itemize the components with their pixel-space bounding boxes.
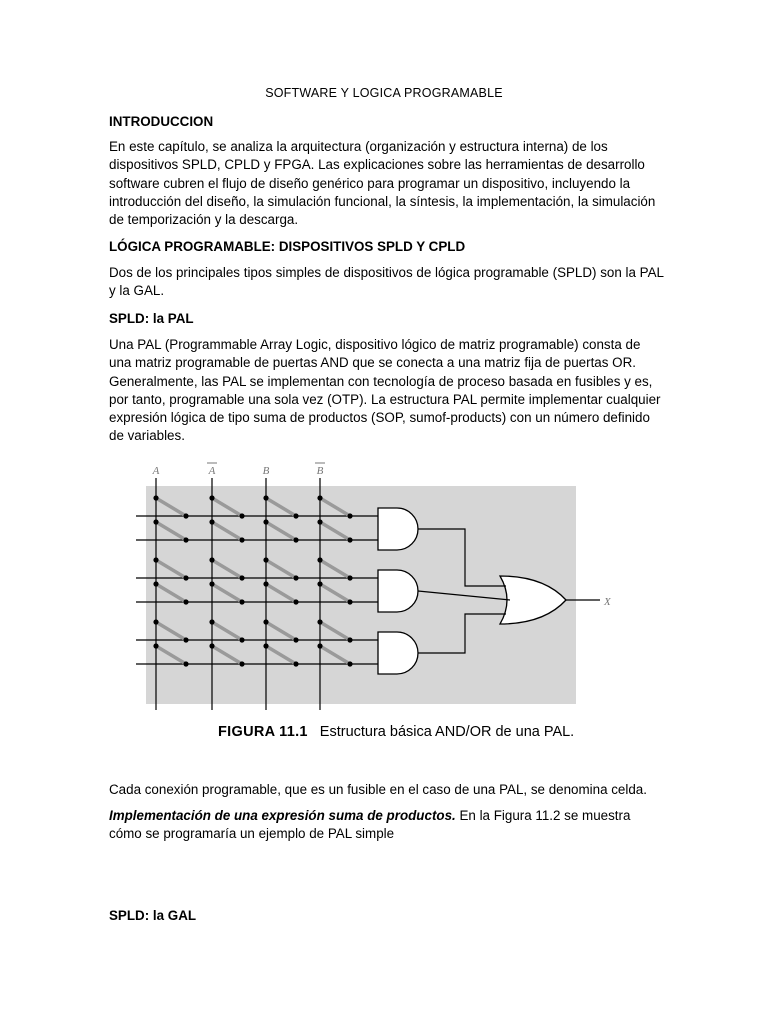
paragraph-pal: Una PAL (Programmable Array Logic, dispositivo lógico de matriz programable) consta de una matriz programable de puertas AND que se conecta a una matriz fija de puertas OR. Generalmente, las PAL se implementan con tecnología de proceso basada en fusibles y es, por tanto, programable una sola vez (OTP). La estructura PAL permite implementar cualquier expresión lógica de tipo suma de productos (SOP, sumof-products) con un número definido de variables.: [109, 337, 661, 444]
fuse-dot-input: [153, 643, 158, 648]
implementacion-heading-italic: Implementación de una expresión suma de productos.: [109, 808, 456, 823]
fuse-dot-product: [347, 537, 352, 542]
input-label-a-not: A: [208, 465, 216, 477]
fuse-dot-product: [239, 637, 244, 642]
fuse-dot-product: [239, 513, 244, 518]
heading-introduccion: INTRODUCCION: [109, 114, 214, 129]
fuse-dot-product: [183, 513, 188, 518]
figure-caption: [218, 724, 574, 740]
fuse-dot-product: [239, 537, 244, 542]
fuse-dot-input: [263, 619, 268, 624]
fuse-dot-input: [263, 643, 268, 648]
fuse-dot-input: [209, 519, 214, 524]
fuse-dot-product: [239, 599, 244, 604]
and-gate-1: [378, 508, 418, 550]
document-title: SOFTWARE Y LOGICA PROGRAMABLE: [265, 86, 503, 100]
fuse-dot-product: [347, 513, 352, 518]
heading-spld-gal: SPLD: la GAL: [109, 908, 197, 923]
and-gate-3: [378, 632, 418, 674]
fuse-dot-input: [209, 581, 214, 586]
fuse-dot-input: [209, 495, 214, 500]
figure-number: FIGURA 11.1: [218, 724, 308, 740]
output-label-x: X: [604, 596, 611, 608]
paragraph-implementacion: [109, 807, 665, 844]
implementacion-text: En la Figura 11.2 se muestra cómo se programaría un ejemplo de PAL simple: [109, 808, 631, 842]
fuse-dot-input: [153, 495, 158, 500]
fuse-dot-product: [293, 575, 298, 580]
input-label-a: A: [152, 465, 160, 477]
fuse-dot-product: [183, 575, 188, 580]
fuse-dot-input: [153, 557, 158, 562]
fuse-dot-product: [293, 637, 298, 642]
fuse-dot-input: [209, 643, 214, 648]
fuse-dot-product: [183, 537, 188, 542]
fuse-dot-input: [317, 581, 322, 586]
fuse-dot-input: [153, 581, 158, 586]
fuse-dot-input: [263, 557, 268, 562]
pal-diagram: [130, 458, 620, 718]
input-label-b: B: [262, 465, 270, 477]
paragraph-celda: Cada conexión programable, que es un fusible en el caso de una PAL, se denomina celda.: [109, 782, 647, 797]
fuse-dot-product: [239, 575, 244, 580]
fuse-dot-product: [293, 513, 298, 518]
figure-pal-structure: [130, 458, 620, 748]
fuse-dot-product: [239, 661, 244, 666]
fuse-dot-product: [347, 599, 352, 604]
fuse-dot-product: [347, 661, 352, 666]
fuse-dot-product: [293, 599, 298, 604]
fuse-dot-input: [317, 619, 322, 624]
fuse-dot-input: [153, 619, 158, 624]
fuse-dot-input: [209, 619, 214, 624]
heading-spld-pal: SPLD: la PAL: [109, 311, 194, 326]
fuse-dot-product: [347, 637, 352, 642]
fuse-dot-input: [263, 495, 268, 500]
and-gate-2: [378, 570, 418, 612]
fuse-dot-input: [317, 519, 322, 524]
fuse-dot-input: [263, 581, 268, 586]
heading-logica-programable: LÓGICA PROGRAMABLE: DISPOSITIVOS SPLD Y CPLD: [109, 239, 466, 254]
fuse-dot-product: [183, 661, 188, 666]
fuse-dot-input: [317, 495, 322, 500]
fuse-dot-input: [263, 519, 268, 524]
paragraph-logica-programable: Dos de los principales tipos simples de dispositivos de lógica programable (SPLD) son la PAL y la GAL.: [109, 265, 664, 299]
input-label-b-not: B: [316, 465, 324, 477]
fuse-dot-product: [347, 575, 352, 580]
fuse-dot-input: [209, 557, 214, 562]
fuse-dot-input: [153, 519, 158, 524]
fuse-dot-product: [293, 537, 298, 542]
fuse-dot-product: [183, 599, 188, 604]
fuse-dot-input: [317, 643, 322, 648]
figure-caption-text: Estructura básica AND/OR de una PAL.: [319, 724, 575, 740]
fuse-dot-input: [317, 557, 322, 562]
fuse-dot-product: [183, 637, 188, 642]
paragraph-introduccion: En este capítulo, se analiza la arquitectura (organización y estructura interna) de los dispositivos SPLD, CPLD y FPGA. Las explicaciones sobre las herramientas de desarrollo software cubren el flujo de diseño genérico para programar un dispositivo, incluyendo la introducción del diseño, la simulación funcional, la síntesis, la implementación, la simulación de temporización y la descarga.: [109, 139, 656, 228]
fuse-dot-product: [293, 661, 298, 666]
